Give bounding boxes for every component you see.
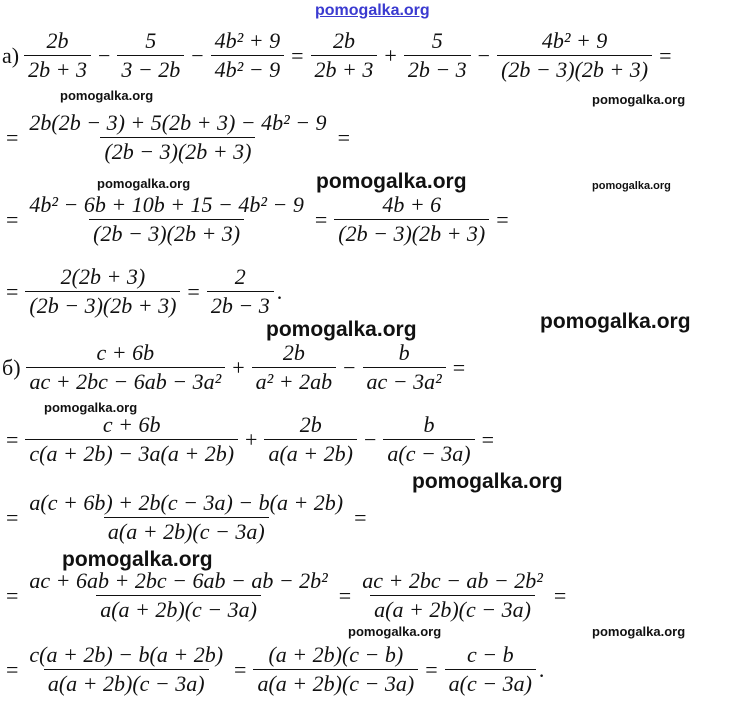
fraction: $\frac{2(2b + 3)}{(2b - 3)(2b + 3)}$ [25,264,180,319]
watermark: pomogalka.org [266,318,417,341]
fraction: $\frac{2b}{\text{a² + 2ab}}$ [252,340,336,395]
fraction: $\frac{b}{a(c - 3a)}$ [383,412,474,467]
part-b-line-5: = $\frac{c(a + 2b) - b(a + 2b)}{a(a + 2b)(c - 3a)}$ = $\frac{(a + 2b)(c - b)}{a(a + 2b)(c - 3a)}$ = $\frac{c - b}{a(c - 3a)}$ . [6,642,545,696]
fraction: $\frac{c - b}{a(c - 3a)}$ [445,642,536,697]
part-a-line-4: = $\frac{2(2b + 3)}{(2b - 3)(2b + 3)}$ = $\frac{2}{2b - 3}$ . [6,264,283,318]
part-b-line-3: = $\frac{a(c + 6b) + 2b(c - 3a) - b(a + 2b)}{a(a + 2b)(c - 3a)}$ = [6,490,367,544]
part-b-line-1: б) $\frac{c + 6b}{\text{ac + 2bc − 6ab − 3a²}}$ + $\frac{2b}{\text{a² + 2ab}}$ − $\frac{b}{\text{ac − 3a²}}$ = [2,340,466,394]
watermark: pomogalka.org [592,92,686,107]
watermark: pomogalka.org [60,88,154,103]
fraction: $\frac{\text{2b(2b − 3) + 5(2b + 3) − 4b² − 9}}{(2b - 3)(2b + 3)}$ [29,110,327,164]
watermark: pomogalka.org [348,624,442,639]
fraction: $\frac{b}{\text{ac − 3a²}}$ [363,340,446,395]
fraction: $\frac{c + 6b}{c(a + 2b) - 3a(a + 2b)}$ [25,412,238,467]
watermark: pomogalka.org [44,400,138,415]
fraction: $\frac{\text{4b² + 9}}{(2b - 3)(2b + 3)}$ [497,28,652,83]
fraction: $\frac{\text{4b² + 9}}{\text{4b² − 9}}$ [211,28,284,83]
fraction: $\frac{2}{2b - 3}$ [207,264,274,319]
fraction: $\frac{a(c + 6b) + 2b(c - 3a) - b(a + 2b)}{a(a + 2b)(c - 3a)}$ [29,490,344,544]
watermark-top[interactable]: pomogalka.org [315,2,430,19]
fraction: $\frac{\text{4b² − 6b + 10b + 15 − 4b² − 9}}{(2b - 3)(2b + 3)}$ [29,192,304,246]
fraction: $\frac{c(a + 2b) - b(a + 2b)}{a(a + 2b)(c - 3a)}$ [29,642,224,696]
fraction: $\frac{c + 6b}{\text{ac + 2bc − 6ab − 3a²}}$ [26,340,226,395]
fraction: $\frac{2b}{2b + 3}$ [24,28,91,83]
fraction: $\frac{5}{2b - 3}$ [404,28,471,83]
part-b-line-2: = $\frac{c + 6b}{c(a + 2b) - 3a(a + 2b)}$ + $\frac{2b}{a(a + 2b)}$ − $\frac{b}{a(c - 3a)}$ = [6,412,495,466]
fraction: $\frac{2b}{a(a + 2b)}$ [264,412,357,467]
watermark: pomogalka.org [316,170,467,193]
fraction: $\frac{4b + 6}{(2b - 3)(2b + 3)}$ [334,192,489,247]
part-b-line-4: = $\frac{\text{ac + 6ab + 2bc − 6ab − ab − 2b²}}{a(a + 2b)(c - 3a)}$ = $\frac{\text{ac + 2bc − ab − 2b²}}{a(a + 2b)(c - 3a)}$ = [6,568,567,622]
fraction: $\frac{2b}{2b + 3}$ [311,28,378,83]
fraction: $\frac{\text{ac + 2bc − ab − 2b²}}{a(a + 2b)(c - 3a)}$ [362,568,543,622]
watermark: pomogalka.org [97,176,191,191]
fraction: $\frac{\text{ac + 6ab + 2bc − 6ab − ab − 2b²}}{a(a + 2b)(c - 3a)}$ [29,568,328,622]
watermark: pomogalka.org [592,180,671,192]
part-a-line-1: а) $\frac{2b}{2b + 3}$ − $\frac{5}{3 - 2b}$ − $\frac{\text{4b² + 9}}{\text{4b² − 9}}$ = $\frac{2b}{2b + 3}$ + $\frac{5}{2b - 3}$ − $\frac{\text{4b² + 9}}{(2b - 3)(2b + 3)}$ = [2,28,672,82]
part-a-line-2: = $\frac{\text{2b(2b − 3) + 5(2b + 3) − 4b² − 9}}{(2b - 3)(2b + 3)}$ = [6,110,350,164]
watermark: pomogalka.org [592,624,686,639]
part-a-line-3: = $\frac{\text{4b² − 6b + 10b + 15 − 4b² − 9}}{(2b - 3)(2b + 3)}$ = $\frac{4b + 6}{(2b - 3)(2b + 3)}$ = [6,192,509,246]
watermark: pomogalka.org [412,470,563,493]
watermark: pomogalka.org [62,548,213,571]
watermark: pomogalka.org [540,310,691,333]
part-b-label: б) [2,354,21,380]
fraction: $\frac{(a + 2b)(c - b)}{a(a + 2b)(c - 3a)}$ [253,642,418,697]
part-a-label: а) [2,42,20,68]
fraction: $\frac{5}{3 - 2b}$ [117,28,184,83]
